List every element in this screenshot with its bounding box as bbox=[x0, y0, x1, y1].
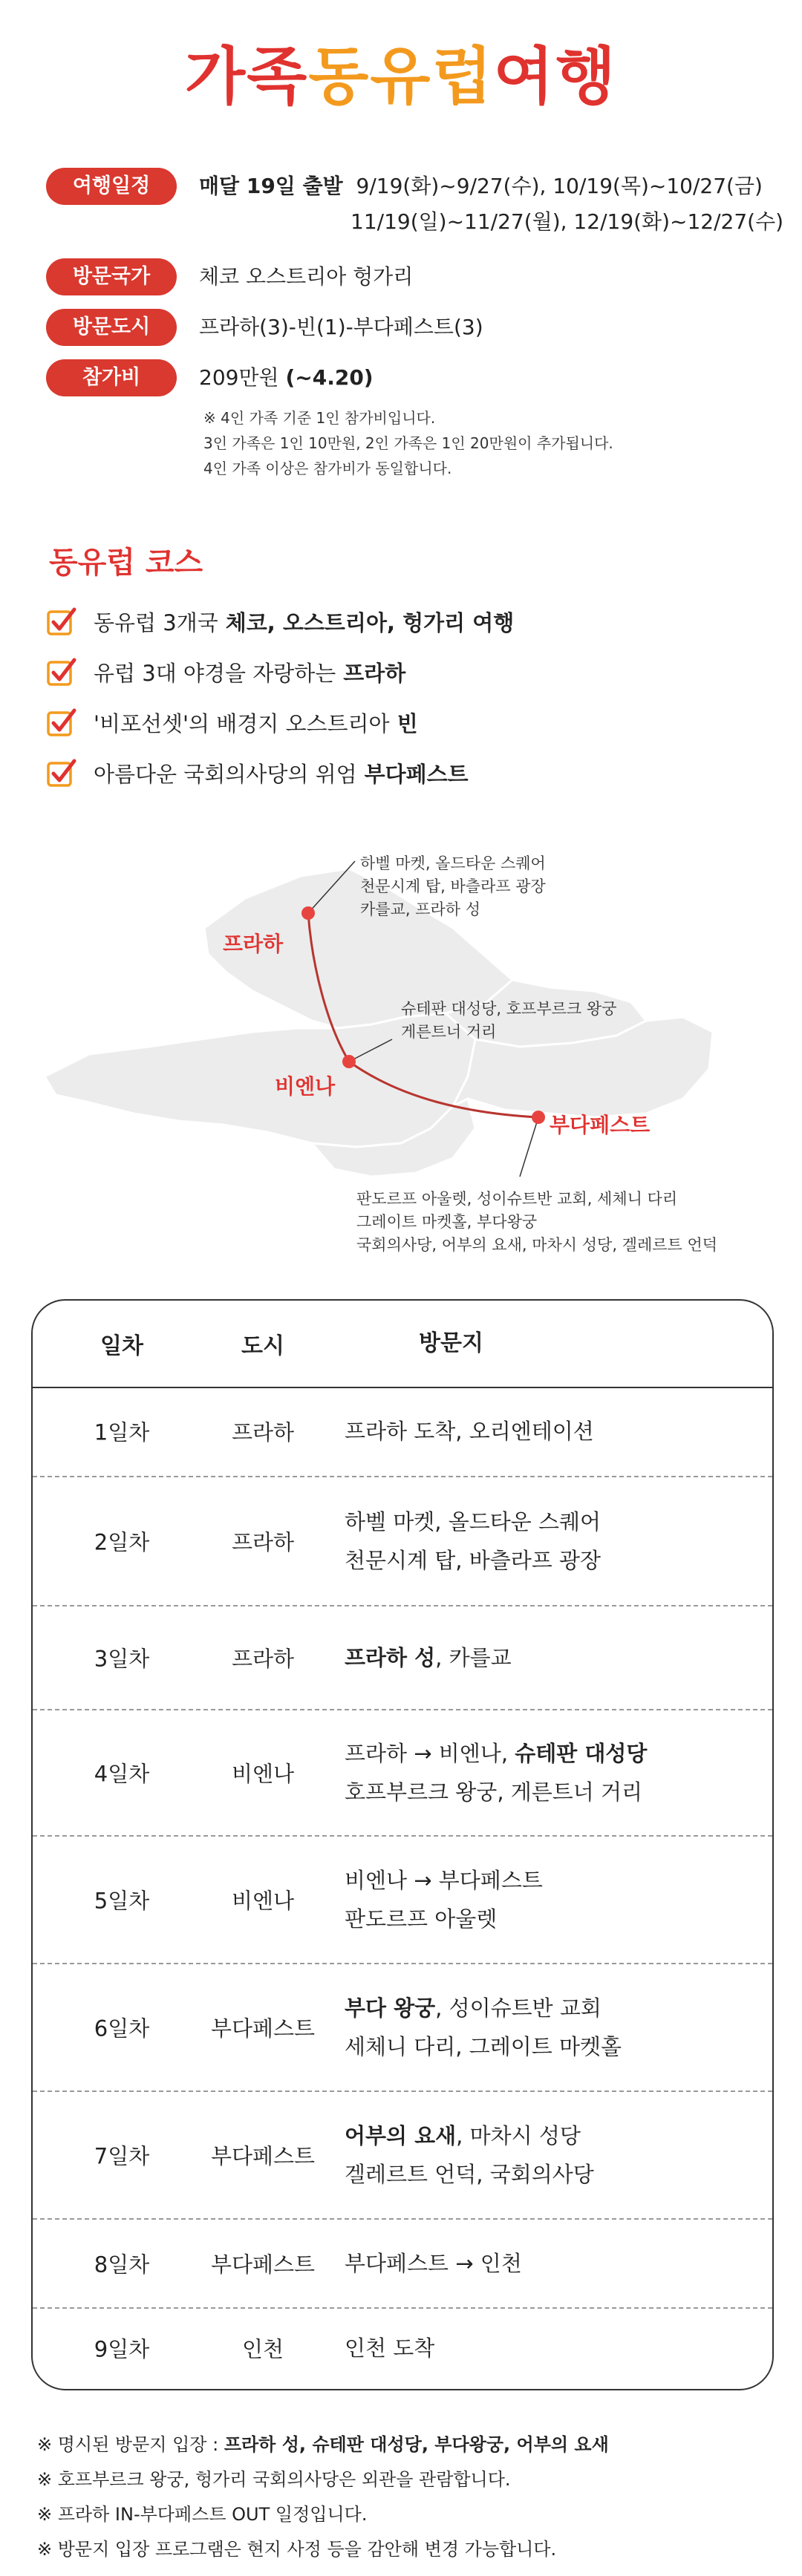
fee-value bbox=[199, 359, 374, 396]
fee-note-1: ※ 4인 가족 기준 1인 참가비입니다. bbox=[203, 409, 436, 427]
header-city: 도시 bbox=[241, 1333, 284, 1359]
row-day: 9일차 bbox=[94, 2336, 150, 2362]
schedule-line-1 bbox=[199, 168, 763, 205]
course-item-text: 아름다운 국회의사당의 위엄 bbox=[94, 761, 357, 787]
fee-amount: 209만원 bbox=[199, 365, 286, 390]
page-title bbox=[0, 36, 802, 117]
row-city: 프라하 bbox=[231, 1646, 295, 1672]
row-visit-highlight: 슈테판 대성당 bbox=[515, 1741, 648, 1766]
footnote: ※ 프라하 IN-부다페스트 OUT 일정입니다. bbox=[37, 2504, 368, 2525]
prague-sights bbox=[360, 852, 546, 921]
row-day: 1일차 bbox=[94, 1419, 150, 1445]
course-title: 동유럽 코스 bbox=[49, 546, 203, 580]
header-day: 일차 bbox=[100, 1333, 143, 1359]
checkbox-icon bbox=[46, 656, 77, 687]
row-visit-text: 비엔나 → 부다페스트 bbox=[345, 1868, 543, 1893]
course-item bbox=[46, 704, 418, 741]
route-map bbox=[0, 817, 802, 1277]
course-item-highlight: 빈 bbox=[397, 710, 418, 736]
city-dot-vienna bbox=[342, 1055, 356, 1068]
table-row bbox=[33, 1387, 772, 1477]
budapest-sight-line: 그레이트 마켓홀, 부다왕궁 bbox=[356, 1213, 538, 1231]
row-visit-text: 호프부르크 왕궁, 게른트너 거리 bbox=[345, 1779, 643, 1805]
row-visit-text: 세체니 다리, 그레이트 마켓홀 bbox=[345, 2034, 622, 2059]
course-item bbox=[46, 754, 469, 791]
footnote bbox=[37, 2428, 772, 2462]
city-dot-budapest bbox=[532, 1111, 545, 1124]
row-visit bbox=[345, 2329, 760, 2367]
checkbox-icon bbox=[46, 606, 77, 637]
table-row bbox=[33, 1837, 772, 1964]
row-city: 프라하 bbox=[231, 1529, 295, 1555]
table-row bbox=[33, 1710, 772, 1837]
row-city: 부다페스트 bbox=[210, 2143, 316, 2169]
city-label-vienna: 비엔나 bbox=[275, 1074, 336, 1099]
row-visit bbox=[345, 1734, 760, 1811]
row-visit bbox=[345, 2116, 760, 2194]
row-visit-text: 하벨 마켓, 올드타운 스퀘어 bbox=[345, 1509, 602, 1534]
checkbox-icon bbox=[46, 757, 77, 788]
budapest-sight-line: 판도르프 아울렛, 성이슈트반 교회, 세체니 다리 bbox=[356, 1190, 678, 1208]
fee-badge: 참가비 bbox=[46, 359, 177, 396]
row-visit bbox=[345, 1503, 760, 1580]
table-row bbox=[33, 1964, 772, 2092]
table-row bbox=[33, 2220, 772, 2309]
course-item-highlight: 부다페스트 bbox=[364, 761, 469, 787]
table-row bbox=[33, 2092, 772, 2220]
budapest-sights bbox=[356, 1188, 717, 1257]
header-visit: 방문지 bbox=[419, 1330, 483, 1356]
row-day: 2일차 bbox=[94, 1529, 150, 1555]
row-visit-text: 프라하 → 비엔나, bbox=[345, 1741, 515, 1766]
row-visit bbox=[345, 1412, 760, 1451]
footnote-highlight: 프라하 성, 슈테판 대성당, 부다왕궁, 어부의 요새 bbox=[224, 2434, 609, 2455]
fee-note-3: 4인 가족 이상은 참가비가 동일합니다. bbox=[203, 460, 452, 477]
row-visit-text: , 마차시 성당 bbox=[456, 2123, 581, 2148]
row-day: 8일차 bbox=[94, 2252, 150, 2278]
table-row bbox=[33, 1477, 772, 1606]
course-item bbox=[46, 653, 405, 690]
footnotes bbox=[37, 2428, 772, 2567]
row-visit bbox=[345, 1638, 760, 1677]
city-label-budapest: 부다페스트 bbox=[550, 1113, 651, 1137]
row-visit-text: , 카를교 bbox=[435, 1645, 512, 1670]
row-city: 프라하 bbox=[231, 1419, 295, 1445]
title-part-travel: 여행 bbox=[493, 40, 618, 113]
course-item-text: 동유럽 3개국 bbox=[94, 609, 218, 635]
footnote-prefix: ※ 명시된 방문지 입장 : bbox=[37, 2434, 224, 2455]
row-day: 3일차 bbox=[94, 1646, 150, 1672]
table-header bbox=[33, 1301, 772, 1388]
row-day: 5일차 bbox=[94, 1888, 150, 1914]
course-item bbox=[46, 603, 514, 640]
cities-badge: 방문도시 bbox=[46, 309, 177, 346]
row-visit-text: 천문시계 탑, 바츨라프 광장 bbox=[345, 1548, 602, 1573]
row-city: 비엔나 bbox=[231, 1888, 295, 1914]
row-visit bbox=[345, 1989, 760, 2066]
city-label-prague: 프라하 bbox=[223, 932, 284, 956]
row-city: 부다페스트 bbox=[210, 2016, 316, 2041]
row-visit bbox=[345, 2244, 760, 2283]
cities-value: 프라하(3)-빈(1)-부다페스트(3) bbox=[199, 315, 483, 339]
countries-value: 체코 오스트리아 헝가리 bbox=[199, 264, 414, 289]
title-part-family: 가족 bbox=[184, 40, 309, 113]
course-item-highlight: 체코, 오스트리아, 헝가리 여행 bbox=[225, 609, 515, 635]
row-visit-text: 겔레르트 언덕, 국회의사당 bbox=[345, 2162, 594, 2187]
prague-sight-line: 천문시계 탑, 바츨라프 광장 bbox=[360, 877, 546, 895]
row-day: 6일차 bbox=[94, 2016, 150, 2041]
table-row bbox=[33, 1606, 772, 1710]
row-visit bbox=[345, 1861, 760, 1938]
countries-badge: 방문국가 bbox=[46, 258, 177, 295]
row-visit-text: 인천 도착 bbox=[345, 2335, 435, 2361]
schedule-dates-1: 9/19(화)~9/27(수), 10/19(목)~10/27(금) bbox=[356, 174, 763, 198]
budapest-sight-line: 국회의사당, 어부의 요새, 마차시 성당, 겔레르트 언덕 bbox=[356, 1236, 718, 1254]
row-city: 부다페스트 bbox=[210, 2252, 316, 2278]
row-visit-text: 부다페스트 → 인천 bbox=[345, 2251, 522, 2276]
fee-note-2: 3인 가족은 1인 10만원, 2인 가족은 1인 20만원이 추가됩니다. bbox=[203, 434, 613, 452]
schedule-lead: 매달 19일 출발 bbox=[199, 174, 343, 198]
vienna-sights bbox=[401, 998, 616, 1044]
row-visit-highlight: 프라하 성 bbox=[345, 1645, 436, 1670]
leader-line-budapest bbox=[520, 1117, 538, 1177]
table-row bbox=[33, 2309, 772, 2387]
prague-sight-line: 하벨 마켓, 올드타운 스퀘어 bbox=[360, 854, 546, 872]
course-item-text: 유럽 3대 야경을 자랑하는 bbox=[94, 660, 336, 686]
title-part-eastern-europe: 동유럽 bbox=[308, 40, 494, 113]
checkbox-icon bbox=[46, 707, 77, 738]
row-day: 7일차 bbox=[94, 2143, 150, 2169]
vienna-sight-line: 슈테판 대성당, 호프부르크 왕궁 bbox=[401, 1000, 617, 1018]
row-city: 비엔나 bbox=[231, 1761, 295, 1787]
row-visit-text: , 성이슈트반 교회 bbox=[435, 1995, 602, 2021]
fee-deadline: (~4.20) bbox=[285, 365, 374, 390]
course-item-highlight: 프라하 bbox=[343, 660, 406, 686]
row-visit-highlight: 부다 왕궁 bbox=[345, 1995, 436, 2021]
vienna-sight-line: 게른트너 거리 bbox=[401, 1023, 497, 1041]
course-item-text: '비포선셋'의 배경지 오스트리아 bbox=[94, 710, 390, 736]
row-day: 4일차 bbox=[94, 1761, 150, 1787]
footnote: ※ 호프부르크 왕궁, 헝가리 국회의사당은 외관을 관람합니다. bbox=[37, 2469, 511, 2490]
itinerary-table bbox=[31, 1299, 774, 2390]
row-city: 인천 bbox=[241, 2336, 284, 2362]
row-visit-text: 프라하 도착, 오리엔테이션 bbox=[345, 1419, 594, 1444]
schedule-badge: 여행일정 bbox=[46, 168, 177, 205]
schedule-dates-2: 11/19(일)~11/27(월), 12/19(화)~12/27(수) bbox=[351, 209, 784, 234]
row-visit-highlight: 어부의 요새 bbox=[345, 2123, 457, 2148]
city-dot-prague bbox=[301, 906, 315, 920]
row-visit-text: 판도르프 아울렛 bbox=[345, 1906, 498, 1932]
footnote: ※ 방문지 입장 프로그램은 현지 사정 등을 감안해 변경 가능합니다. bbox=[37, 2539, 557, 2560]
prague-sight-line: 카를교, 프라하 성 bbox=[360, 900, 481, 918]
